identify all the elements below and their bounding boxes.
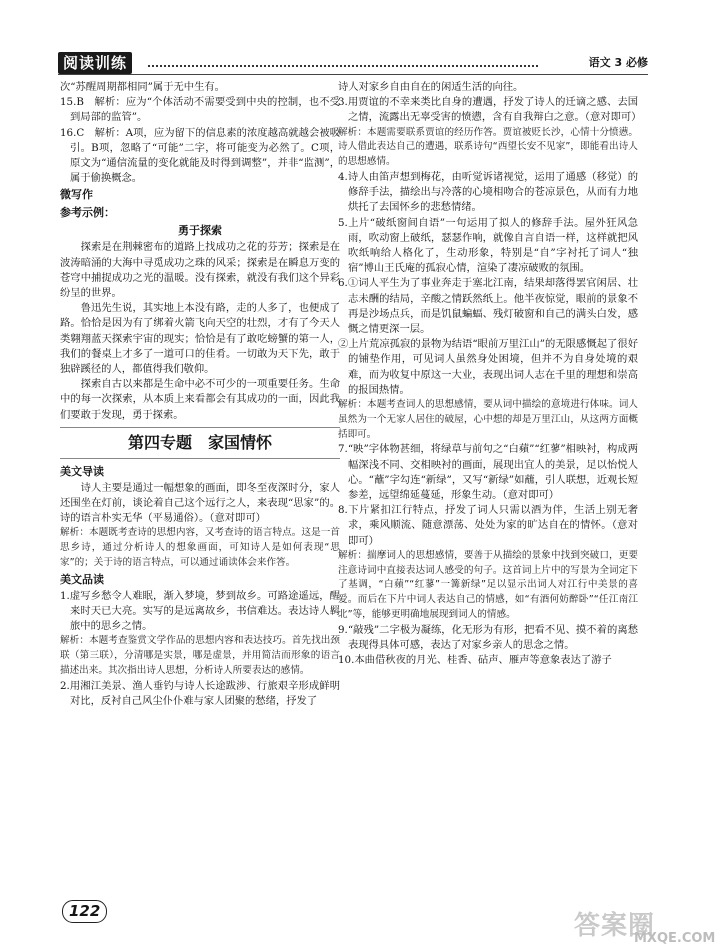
- right-column-para: 8.下片紧扣江行特点，抒发了词人只需以酒为伴，生活上别无奢求，乘风顺流、随意漂荡、处处为家的旷达自在的情怀。（意对即可）: [338, 504, 638, 547]
- right-column-para: 解析：本题考查词人的思想感情，要从词中描绘的意境进行体味。词人虽然为一个无家人居住的破屋，心中想的却是万里江山，从这两方面概括即可。: [338, 399, 638, 440]
- watermark-text: 答案圈: [573, 911, 655, 941]
- section-badge: 阅读训练: [58, 52, 132, 74]
- right-column-para: 6.①词人平生为了事业奔走于塞北江南，结果却落得罢官闲居、壮志未酬的结局，辛酸之情跃然纸上。他半夜惊觉，眼前的景象不再是沙场点兵，而是饥鼠蝙蝠、残灯破窗和自己的满头白发，感慨之情更深一层。: [338, 277, 638, 336]
- page-number: 122: [62, 900, 107, 923]
- left-column-para: 勇于探索: [178, 224, 222, 238]
- right-column: [338, 80, 642, 668]
- header-divider: [58, 74, 648, 75]
- right-column-para: 解析：揣摩词人的思想感情，要善于从描绘的景象中找到突破口，更要注意诗词中直接表达词人感受的句子。这首词上片中的写景为全词定下了基调，“白蘋”“红蓼”一篝新绿”足以显示出词人对江行中美景的喜爱。而后在下片中词人表达自己的情感，如“有酒何妨醉卧”“任江南江北”等，能够更明确地展现到词人的情感。: [338, 549, 638, 621]
- right-column-para: 诗人对家乡自由自在的闲适生活的向往。: [338, 81, 524, 93]
- watermark-domain: MXQE.COM: [633, 931, 715, 946]
- left-column-para: 探索是在荆棘密布的道路上找成功之花的芬芳；探索是在波涛暗涌的大海中寻觅成功之珠的风采；探索是在瞬息万变的苍穹中捕捉成功之光的温暖。没有探索，就没有我们这个异彩纷呈的世界。: [60, 241, 340, 300]
- right-column-para: 10.本曲借秋夜的月光、桂香、砧声、雁声等意象表达了游子: [338, 654, 612, 667]
- left-column-para: 解析：本题既考查诗的思想内容，又考查诗的语言特点。这是一首思乡诗，通过分析诗人的想象画面，可知诗人是如何表现“思家”的；关于诗的语言特点，可以通过诵读体会来作答。: [60, 527, 340, 569]
- left-column-para: 解析：本题考查鉴赏文学作品的思想内容和表达技巧。首先找出颈联（第三联），分清哪是实景，哪是虚景，并用简洁而形象的语言描述出来。其次指出诗人思想，分析诗人所要表达的感情。: [60, 635, 340, 677]
- right-column-para: 解析：本题需要联系贾谊的经历作答。贾谊被贬长沙，心情十分愤懑。诗人借此表达自己的遭遇，联系诗句“西望长安不见家”，即能看出诗人的思想感情。: [338, 126, 638, 168]
- right-column-para: ②上片荒凉孤寂的景物为结语“眼前万里江山”的无限感慨起了很好的铺垫作用，可见词人虽然身处困境，但并不为自身处境的艰难，而为收复中原这一大业，表现出词人志在千里的理想和崇高的报国热情。: [338, 338, 638, 396]
- left-column-para: 美文导读: [60, 464, 104, 478]
- left-column-para: 次“苏醒周期都相同”属于无中生有。: [60, 81, 225, 93]
- left-column-para: 15.B 解析：应为“个体活动不需要受到中央的控制，也不受到局部的监管”。: [60, 96, 340, 124]
- left-column: [60, 80, 340, 709]
- subject-label: 语文 3 必修: [588, 56, 648, 69]
- left-column-para: 2.用湘江美景、渔人垂钓与诗人长途跋涉、行旅艰辛形成鲜明对比，反衬自己风尘仆仆难与家人团聚的愁绪，抒发了: [60, 679, 340, 708]
- left-column-para: 参考示例：: [60, 206, 115, 220]
- right-column-para: 9.“敲残”二字极为凝练，化无形为有形，把看不见、摸不着的离愁表现得具体可感，表达了对家乡亲人的思念之情。: [338, 623, 638, 652]
- right-column-para: 7.“映”字体物甚细，将绿草与前句之“白蘋”“红蓼”相映衬，构成两幅深浅不同、交相映衬的画面，展现出宜人的美景，足以怡悦人心。“蘸”字勾连“新绿”，又写“新绿”如蘸，引人联想，近观长短参差，远望绵延蔓延，形象生动。（意对即可）: [338, 443, 638, 502]
- right-column-para: 4.诗人由笛声想到梅花，由听觉诉诸视觉，运用了通感（移觉）的修辞手法，描绘出与冷落的心境相吻合的苍凉景色，从而有力地烘托了去国怀乡的悲愁情绪。: [338, 171, 638, 214]
- right-column-para: 5.上片“破纸窗间自语”一句运用了拟人的修辞手法。屋外狂风急雨，吹动窗上破纸，瑟瑟作响，就像自言自语一样，这样就把风吹纸响给人格化了，生动形象，特别是“自”字衬托了词人“独宿”博山王氏庵的孤寂心情，渲染了凄凉破败的氛围。: [338, 216, 638, 275]
- left-column-para: 探索自古以来都是生命中必不可少的一项重要任务。生命中的每一次探索，从本质上来看都会有其成功的一面，因此我们要敢于发现，勇于探索。: [60, 378, 340, 421]
- page-header: [58, 50, 648, 80]
- left-column-para: 1.虚写乡愁令人难眠，渐入梦境，梦到故乡。可路途遥远，醒来时天已大亮。实写的是远离故乡，书信难达。表达诗人羁旅中的思乡之情。: [60, 589, 340, 633]
- left-column-para: 第四专题 家国情怀: [60, 427, 340, 459]
- right-column-para: 3.用贾谊的不幸来类比自身的遭遇，抒发了诗人的迁谪之感、去国之情，流露出无辜受害的愤懑，含有自我辩白之意。（意对即可）: [338, 96, 642, 124]
- header-dotted-rule: [148, 65, 538, 67]
- left-column-para: 诗人主要是通过一幅想象的画面，即冬至夜深时分，家人还围坐在灯前，谈论着自己这个远行之人，来表现“思家”的。诗的语言朴实无华（平易通俗）。（意对即可）: [60, 481, 340, 525]
- left-column-para: 美文品读: [60, 572, 104, 586]
- left-column-para: 16.C 解析：A项，应为留下的信息素的浓度越高就越会被吸引。B项，忽略了“可能”二字，将可能变为必然了。C项，原文为“通信流量的变化就能及时得到调整”，并非“监测”，属于偷换概念。: [60, 126, 340, 185]
- left-column-para: 微写作: [60, 188, 93, 202]
- left-column-para: 鲁迅先生说，其实地上本没有路，走的人多了，也便成了路。恰恰是因为有了绑着火箭飞向天空的壮烈，才有了今天人类翱翔蓝天探索宇宙的现实；恰恰是有了敢吃螃蟹的第一人，我们的餐桌上才多了一道可口的佳肴。一切敢为天下先，敢于独辟蹊径的人，都值得我们敬仰。: [60, 302, 340, 376]
- watermark-logo: [573, 905, 715, 946]
